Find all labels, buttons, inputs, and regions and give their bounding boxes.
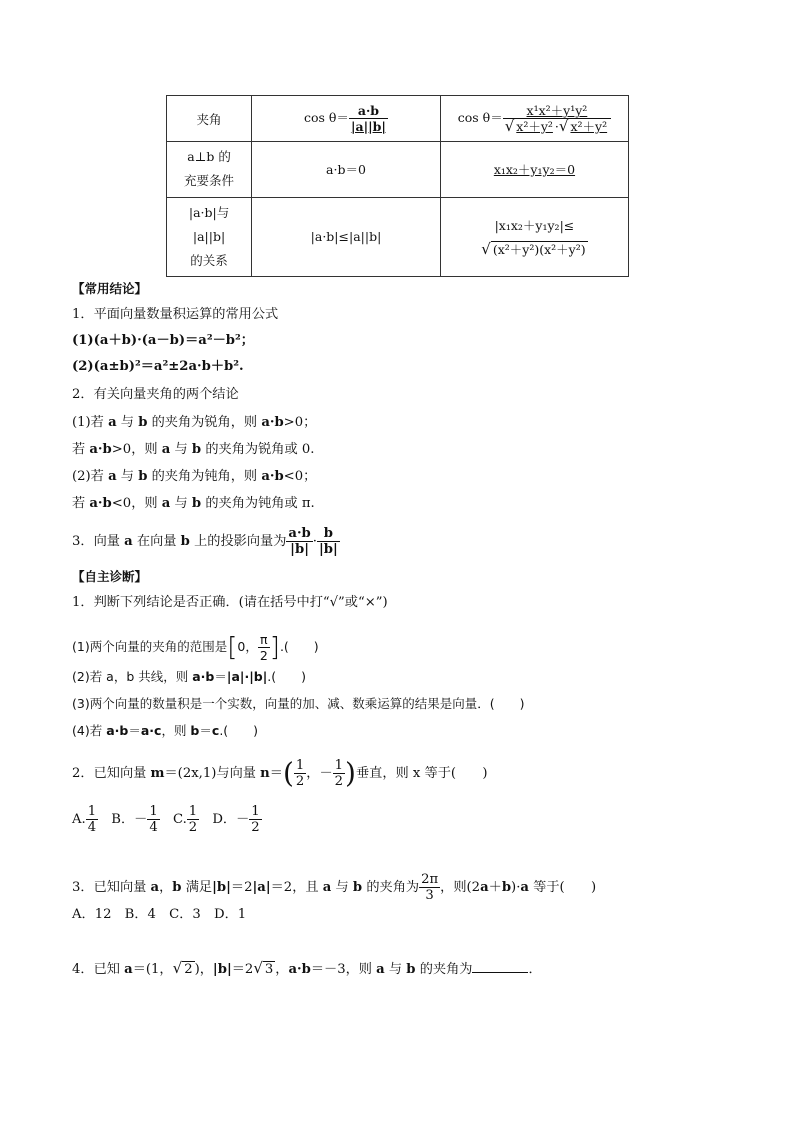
question-1-item-1: (1)两个向量的夹角的范围是[0， $\frac{\pi}{2}$ ].( ) (72, 632, 319, 663)
question-1-item-4: (4)若 a·b＝a·c，则 b＝c.( ) (72, 723, 259, 738)
question-1: 1．判断下列结论是否正确．(请在括号中打“√”或“×”) (72, 595, 388, 610)
text-line: 3．向量 a 在向量 b 上的投影向量为 $\frac{a\cdot b}{|b|}$ · $\frac{b}{|b|}$ (72, 526, 338, 557)
text-line: 1．平面向量数量积运算的常用公式 (72, 307, 279, 322)
formula-table (166, 95, 629, 277)
table-row (167, 197, 629, 276)
text-line: 若 a·b>0，则 a 与 b 的夹角为锐角或 0. (72, 442, 315, 457)
row-label-angle: 夹角 (167, 96, 252, 142)
text-line: (1)(a＋b)·(a－b)＝a²－b²； (72, 333, 254, 348)
cell-relation-vector: |a·b|≤|a||b| (252, 197, 441, 276)
question-3: 3．已知向量 a，b 满足|b|＝2|a|＝2，且 a 与 b 的夹角为 $\frac{2\pi}{3}$ ，则(2a＋b)·a 等于( ) (72, 872, 597, 903)
text-line: 2．有关向量夹角的两个结论 (72, 387, 239, 402)
row-label-perpendicular: a⊥b 的 充要条件 (167, 142, 252, 197)
answer-blank[interactable] (472, 958, 528, 973)
cell-perp-vector: a·b＝0 (252, 142, 441, 197)
table-row (167, 96, 629, 142)
text-line: (1)若 a 与 b 的夹角为锐角，则 a·b>0； (72, 415, 317, 430)
text-line: (2)若 a 与 b 的夹角为钝角，则 a·b<0； (72, 469, 317, 484)
question-4: 4．已知 a＝(1，√ 2 )，|b|＝2√ 3 ，a·b＝－3，则 a 与 b 的夹角为 ． (72, 959, 542, 977)
section-self-diagnosis: 【自主诊断】 (72, 569, 148, 584)
row-label-relation: |a·b|与 |a||b| 的关系 (167, 197, 252, 276)
section-common-conclusions: 【常用结论】 (72, 281, 148, 296)
question-2: 2．已知向量 m＝(2x,1)与向量 n＝( $\frac{1}{2}$ ，－ $\frac{1}{2}$ )垂直，则 x 等于( ) (72, 756, 488, 790)
cell-perp-coord: x₁x₂＋y₁y₂＝0 (440, 142, 628, 197)
cell-angle-coord: cos θ＝ $\frac{\text{x¹x²＋y¹y²}}{\text{√ x²＋y² ·√ x²＋y²}}$ (440, 96, 628, 142)
question-1-item-3: (3)两个向量的数量积是一个实数，向量的加、减、数乘运算的结果是向量．( ) (72, 696, 525, 711)
cell-relation-coord: |x₁x₂＋y₁y₂|≤ √ (x²＋y²)(x²＋y²) (440, 197, 628, 276)
text-line: (2)(a±b)²＝a²±2a·b＋b². (72, 359, 244, 374)
cell-angle-vector: cos θ＝ $\frac{a\cdot b}{|a||b|}$ (252, 96, 441, 142)
text-line: 若 a·b<0，则 a 与 b 的夹角为钝角或 π. (72, 496, 315, 511)
question-1-item-2: (2)若 a，b 共线，则 a·b＝|a|·|b|.( ) (72, 669, 307, 684)
question-2-options: A. $\frac{1}{4}$ B．－ $\frac{1}{4}$ C. $\frac{1}{2}$ D．－ $\frac{1}{2}$ (72, 804, 260, 835)
table-row (167, 142, 629, 197)
question-3-options: A．12 B．4 C．3 D．1 (72, 907, 247, 922)
